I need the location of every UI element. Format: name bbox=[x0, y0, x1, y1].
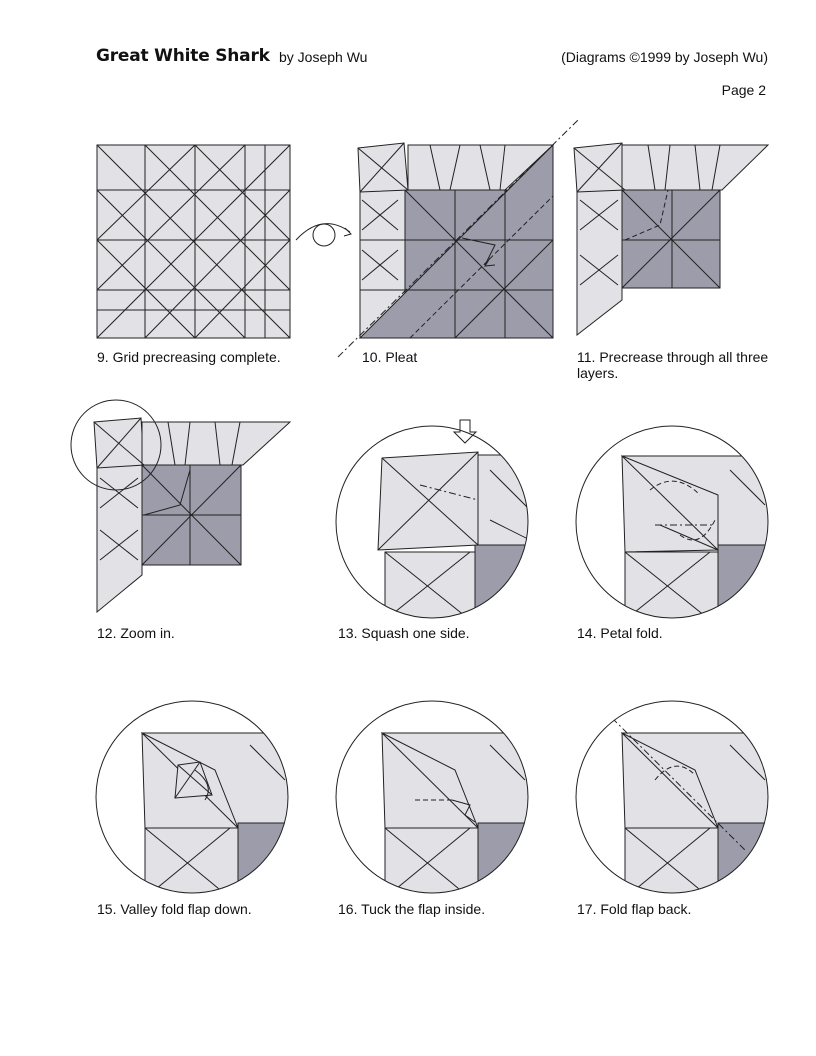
author-byline: by Joseph Wu bbox=[279, 49, 368, 65]
page-title: Great White Shark bbox=[96, 46, 270, 66]
step-13-diagram bbox=[330, 420, 540, 630]
step-9-diagram bbox=[97, 145, 290, 338]
step-14-caption: 14. Petal fold. bbox=[577, 625, 663, 641]
step-12-diagram bbox=[71, 400, 290, 612]
step-16-caption: 16. Tuck the flap inside. bbox=[338, 901, 486, 917]
copyright-notice: (Diagrams ©1999 by Joseph Wu) bbox=[561, 49, 768, 65]
step-9-caption: 9. Grid precreasing complete. bbox=[97, 349, 281, 365]
step-12-caption: 12. Zoom in. bbox=[97, 625, 175, 641]
step-17-diagram bbox=[570, 695, 780, 905]
step-16-diagram bbox=[330, 695, 540, 905]
step-11-diagram bbox=[574, 143, 768, 335]
step-11-caption: 11. Precrease through all three layers. bbox=[577, 349, 769, 381]
step-10-diagram bbox=[338, 120, 578, 357]
step-15-caption: 15. Valley fold flap down. bbox=[97, 901, 252, 917]
step-17-caption: 17. Fold flap back. bbox=[577, 901, 692, 917]
step-15-diagram bbox=[90, 695, 300, 905]
step-13-caption: 13. Squash one side. bbox=[338, 625, 470, 641]
step-10-caption: 10. Pleat bbox=[362, 349, 418, 365]
turn-over-icon bbox=[296, 224, 351, 246]
step-14-diagram bbox=[570, 420, 780, 630]
page-number: Page 2 bbox=[721, 82, 766, 98]
